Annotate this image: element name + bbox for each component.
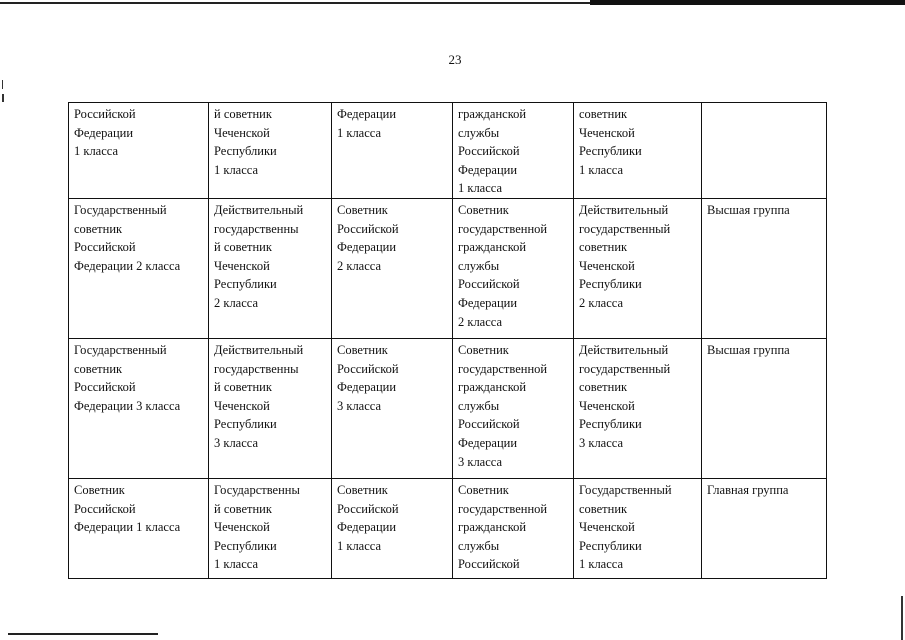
table-cell [453, 199, 574, 339]
cell-text-line: Российской [458, 277, 520, 292]
table-cell [69, 199, 209, 339]
cell-text-line: 1 класса [337, 125, 382, 140]
table-cell [574, 199, 702, 339]
table-cell [209, 199, 332, 339]
cell-text-line: Российской [337, 501, 399, 516]
cell-text-line: Республики [214, 538, 277, 553]
cell-text-line: Государственны [214, 483, 300, 497]
cell-text-line: Советник [337, 343, 388, 357]
cell-text-line: советник [579, 240, 628, 255]
cell-text-line: Чеченской [579, 258, 635, 273]
cell-text-line: советник [579, 380, 628, 395]
cell-text-line: Действительный [579, 343, 669, 357]
cell-text-line: Чеченской [214, 258, 270, 273]
table-cell [702, 479, 827, 579]
cell-text-line: Государственный [74, 343, 167, 357]
cell-text-line: Советник [337, 483, 388, 497]
cell-text-line: Федерации 2 класса [74, 258, 181, 273]
scan-left-mark [2, 94, 4, 102]
cell-text-line: службы [458, 538, 500, 553]
table-cell [332, 339, 453, 479]
cell-text-line: 3 класса [458, 454, 503, 469]
cell-text-line: 3 класса [579, 435, 624, 450]
cell-text-line: й советник [214, 501, 272, 516]
cell-text-line: Российской [458, 144, 520, 159]
cell-text-line: Государственный [74, 203, 167, 217]
cell-text-line: гражданской [458, 380, 527, 395]
cell-text-line: 3 класса [214, 435, 259, 450]
table-cell [69, 479, 209, 579]
cell-text-line: Чеченской [214, 398, 270, 413]
table-cell [332, 199, 453, 339]
cell-text-line: Российской [74, 107, 136, 121]
cell-text-line: Российской [74, 240, 136, 255]
cell-text-line: 1 класса [458, 181, 503, 196]
table-cell [69, 339, 209, 479]
cell-text-line: Советник [74, 483, 125, 497]
cell-text-line: государственной [458, 361, 548, 376]
table-cell [453, 339, 574, 479]
cell-text-line: Советник [458, 203, 509, 217]
cell-text-line: 3 класса [337, 398, 382, 413]
cell-text-line: Чеченской [579, 125, 635, 140]
table-cell [332, 479, 453, 579]
cell-text-line: 1 класса [74, 144, 119, 159]
cell-text-line: Федерации [458, 435, 518, 450]
table-cell [574, 339, 702, 479]
table-cell [209, 479, 332, 579]
cell-text-line: 2 класса [214, 295, 259, 310]
scan-bottom-border [8, 633, 158, 635]
table-cell [332, 103, 453, 199]
cell-text-line: Советник [458, 483, 509, 497]
cell-text-line: Российской [74, 501, 136, 516]
table-row [69, 103, 827, 199]
table-cell [69, 103, 209, 199]
cell-text-line: Федерации 3 класса [74, 398, 181, 413]
cell-text-line: 2 класса [579, 295, 624, 310]
cell-text-line: 1 класса [337, 538, 382, 553]
cell-text-line: Чеченской [579, 520, 635, 535]
cell-text-line: 1 класса [579, 162, 624, 177]
cell-text-line: государственной [458, 501, 548, 516]
scan-right-edge [901, 596, 903, 640]
cell-text-line: Федерации 1 класса [74, 520, 181, 535]
cell-text-line: Главная группа [707, 483, 789, 497]
table-cell [702, 199, 827, 339]
cell-text-line: Высшая группа [707, 203, 790, 217]
cell-text-line: Высшая группа [707, 343, 790, 357]
table-cell [574, 479, 702, 579]
cell-text-line: Республики [579, 417, 642, 432]
cell-text-line: Чеченской [579, 398, 635, 413]
cell-text-line: 1 класса [214, 162, 259, 177]
cell-text-line: Федерации [74, 125, 134, 140]
cell-text-line: Российской [337, 361, 399, 376]
cell-text-line: Республики [214, 144, 277, 159]
cell-text-line: гражданской [458, 107, 527, 121]
cell-text-line: Российской [458, 417, 520, 432]
scan-left-mark [2, 80, 3, 89]
cell-text-line: Государственный [579, 483, 672, 497]
table-row [69, 199, 827, 339]
cell-text-line: гражданской [458, 520, 527, 535]
table-cell [702, 339, 827, 479]
table-body [69, 103, 827, 579]
table-row [69, 339, 827, 479]
table-cell [574, 103, 702, 199]
cell-text-line: Республики [579, 538, 642, 553]
cell-text-line: Действительный [214, 203, 304, 217]
cell-text-line: Федерации [337, 380, 397, 395]
cell-text-line: государственны [214, 221, 299, 236]
cell-text-line: Чеченской [214, 520, 270, 535]
cell-text-line: Федерации [458, 295, 518, 310]
cell-text-line: й советник [214, 380, 272, 395]
cell-text-line: Республики [214, 277, 277, 292]
table-cell [453, 103, 574, 199]
table-cell [209, 103, 332, 199]
cell-text-line: Советник [458, 343, 509, 357]
cell-text-line: 1 класса [214, 557, 259, 572]
cell-text-line: государственной [458, 221, 548, 236]
cell-text-line: Чеченской [214, 125, 270, 140]
cell-text-line: службы [458, 125, 500, 140]
cell-text-line: й советник [214, 107, 272, 121]
cell-text-line: Федерации [458, 162, 518, 177]
cell-text-line: й советник [214, 240, 272, 255]
cell-text-line: государственны [214, 361, 299, 376]
cell-text-line: Федерации [337, 240, 397, 255]
table-cell [209, 339, 332, 479]
cell-text-line: Федерации [337, 107, 397, 121]
cell-text-line: службы [458, 398, 500, 413]
cell-text-line: Действительный [579, 203, 669, 217]
cell-text-line: Республики [579, 277, 642, 292]
table-cell [453, 479, 574, 579]
cell-text-line: службы [458, 258, 500, 273]
cell-text-line: Российской [458, 557, 520, 572]
cell-text-line: государственный [579, 361, 671, 376]
cell-text-line: Российской [74, 380, 136, 395]
cell-text-line: Федерации [337, 520, 397, 535]
cell-text-line: Российской [337, 221, 399, 236]
page-number: 23 [448, 52, 462, 67]
cell-text-line: 1 класса [579, 557, 624, 572]
cell-text-line: Советник [337, 203, 388, 217]
cell-text-line: Республики [579, 144, 642, 159]
cell-text-line: советник [74, 361, 123, 376]
cell-text-line: Республики [214, 417, 277, 432]
rank-correspondence-table [68, 102, 827, 579]
cell-text-line: советник [579, 501, 628, 516]
cell-text-line: государственный [579, 221, 671, 236]
table-cell [702, 103, 827, 199]
cell-text-line: советник [74, 221, 123, 236]
cell-text-line: 2 класса [337, 258, 382, 273]
cell-text-line: советник [579, 107, 628, 121]
table-row [69, 479, 827, 579]
cell-text-line: 2 класса [458, 314, 503, 329]
scan-top-shadow [590, 0, 905, 5]
cell-text-line: Действительный [214, 343, 304, 357]
cell-text-line: гражданской [458, 240, 527, 255]
